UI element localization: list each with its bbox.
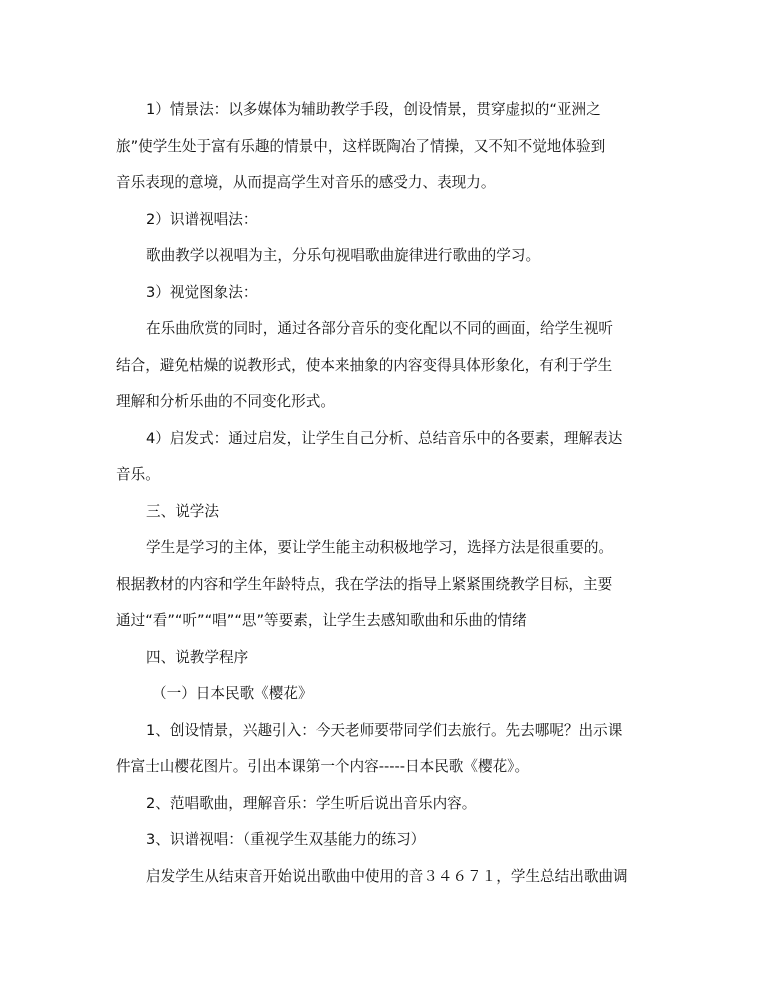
paragraph-line: 1）情景法：以多媒体为辅助教学手段，创设情景，贯穿虚拟的“亚洲之 [146,101,601,118]
paragraph-line: 4）启发式：通过启发，让学生自己分析、总结音乐中的各要素，理解表达 [146,429,623,447]
paragraph-line: 音乐。 [116,466,160,483]
paragraph-line: 通过“看”“听”“唱”“思”等要素，让学生去感知歌曲和乐曲的情绪 [116,612,527,629]
document-body [116,92,656,895]
paragraph-line: 3、识谱视唱：（重视学生双基能力的练习） [146,831,426,848]
paragraph-line: 结合，避免枯燥的说教形式，使本来抽象的内容变得具体形象化，有利于学生 [116,356,613,374]
paragraph-line: 根据教材的内容和学生年龄特点，我在学法的指导上紧紧围绕教学目标，主要 [116,575,613,593]
paragraph-line: 件富士山樱花图片。引出本课第一个内容-----日本民歌《樱花》。 [116,758,530,775]
paragraph-line: 在乐曲欣赏的同时，通过各部分音乐的变化配以不同的画面，给学生视听 [146,320,614,337]
section-heading: 三、说学法 [146,502,219,520]
subsection-heading: （一）日本民歌《樱花》 [152,685,313,702]
paragraph-line: 2）识谱视唱法： [146,210,258,228]
paragraph-line: 学生是学习的主体，要让学生能主动积极地学习，选择方法是很重要的。 [146,539,614,556]
paragraph-line: 理解和分析乐曲的不同变化形式。 [116,393,335,410]
paragraph-line: 歌曲教学以视唱为主，分乐句视唱歌曲旋律进行歌曲的学习。 [146,247,541,264]
paragraph-line: 旅”使学生处于富有乐趣的情景中，这样既陶冶了情操，又不知不觉地体验到 [116,137,606,155]
paragraph-line: 音乐表现的意境，从而提高学生对音乐的感受力、表现力。 [116,174,496,191]
paragraph-line: 2、范唱歌曲，理解音乐：学生听后说出音乐内容。 [146,794,477,812]
paragraph-line: 启发学生从结束音开始说出歌曲中使用的音３４６７１，学生总结出歌曲调 [146,867,628,885]
paragraph-line: 3）视觉图象法： [146,283,258,301]
paragraph-line: 1、创设情景，兴趣引入：今天老师要带同学们去旅行。先去哪呢？出示课 [146,721,623,739]
section-heading: 四、说教学程序 [146,648,249,666]
